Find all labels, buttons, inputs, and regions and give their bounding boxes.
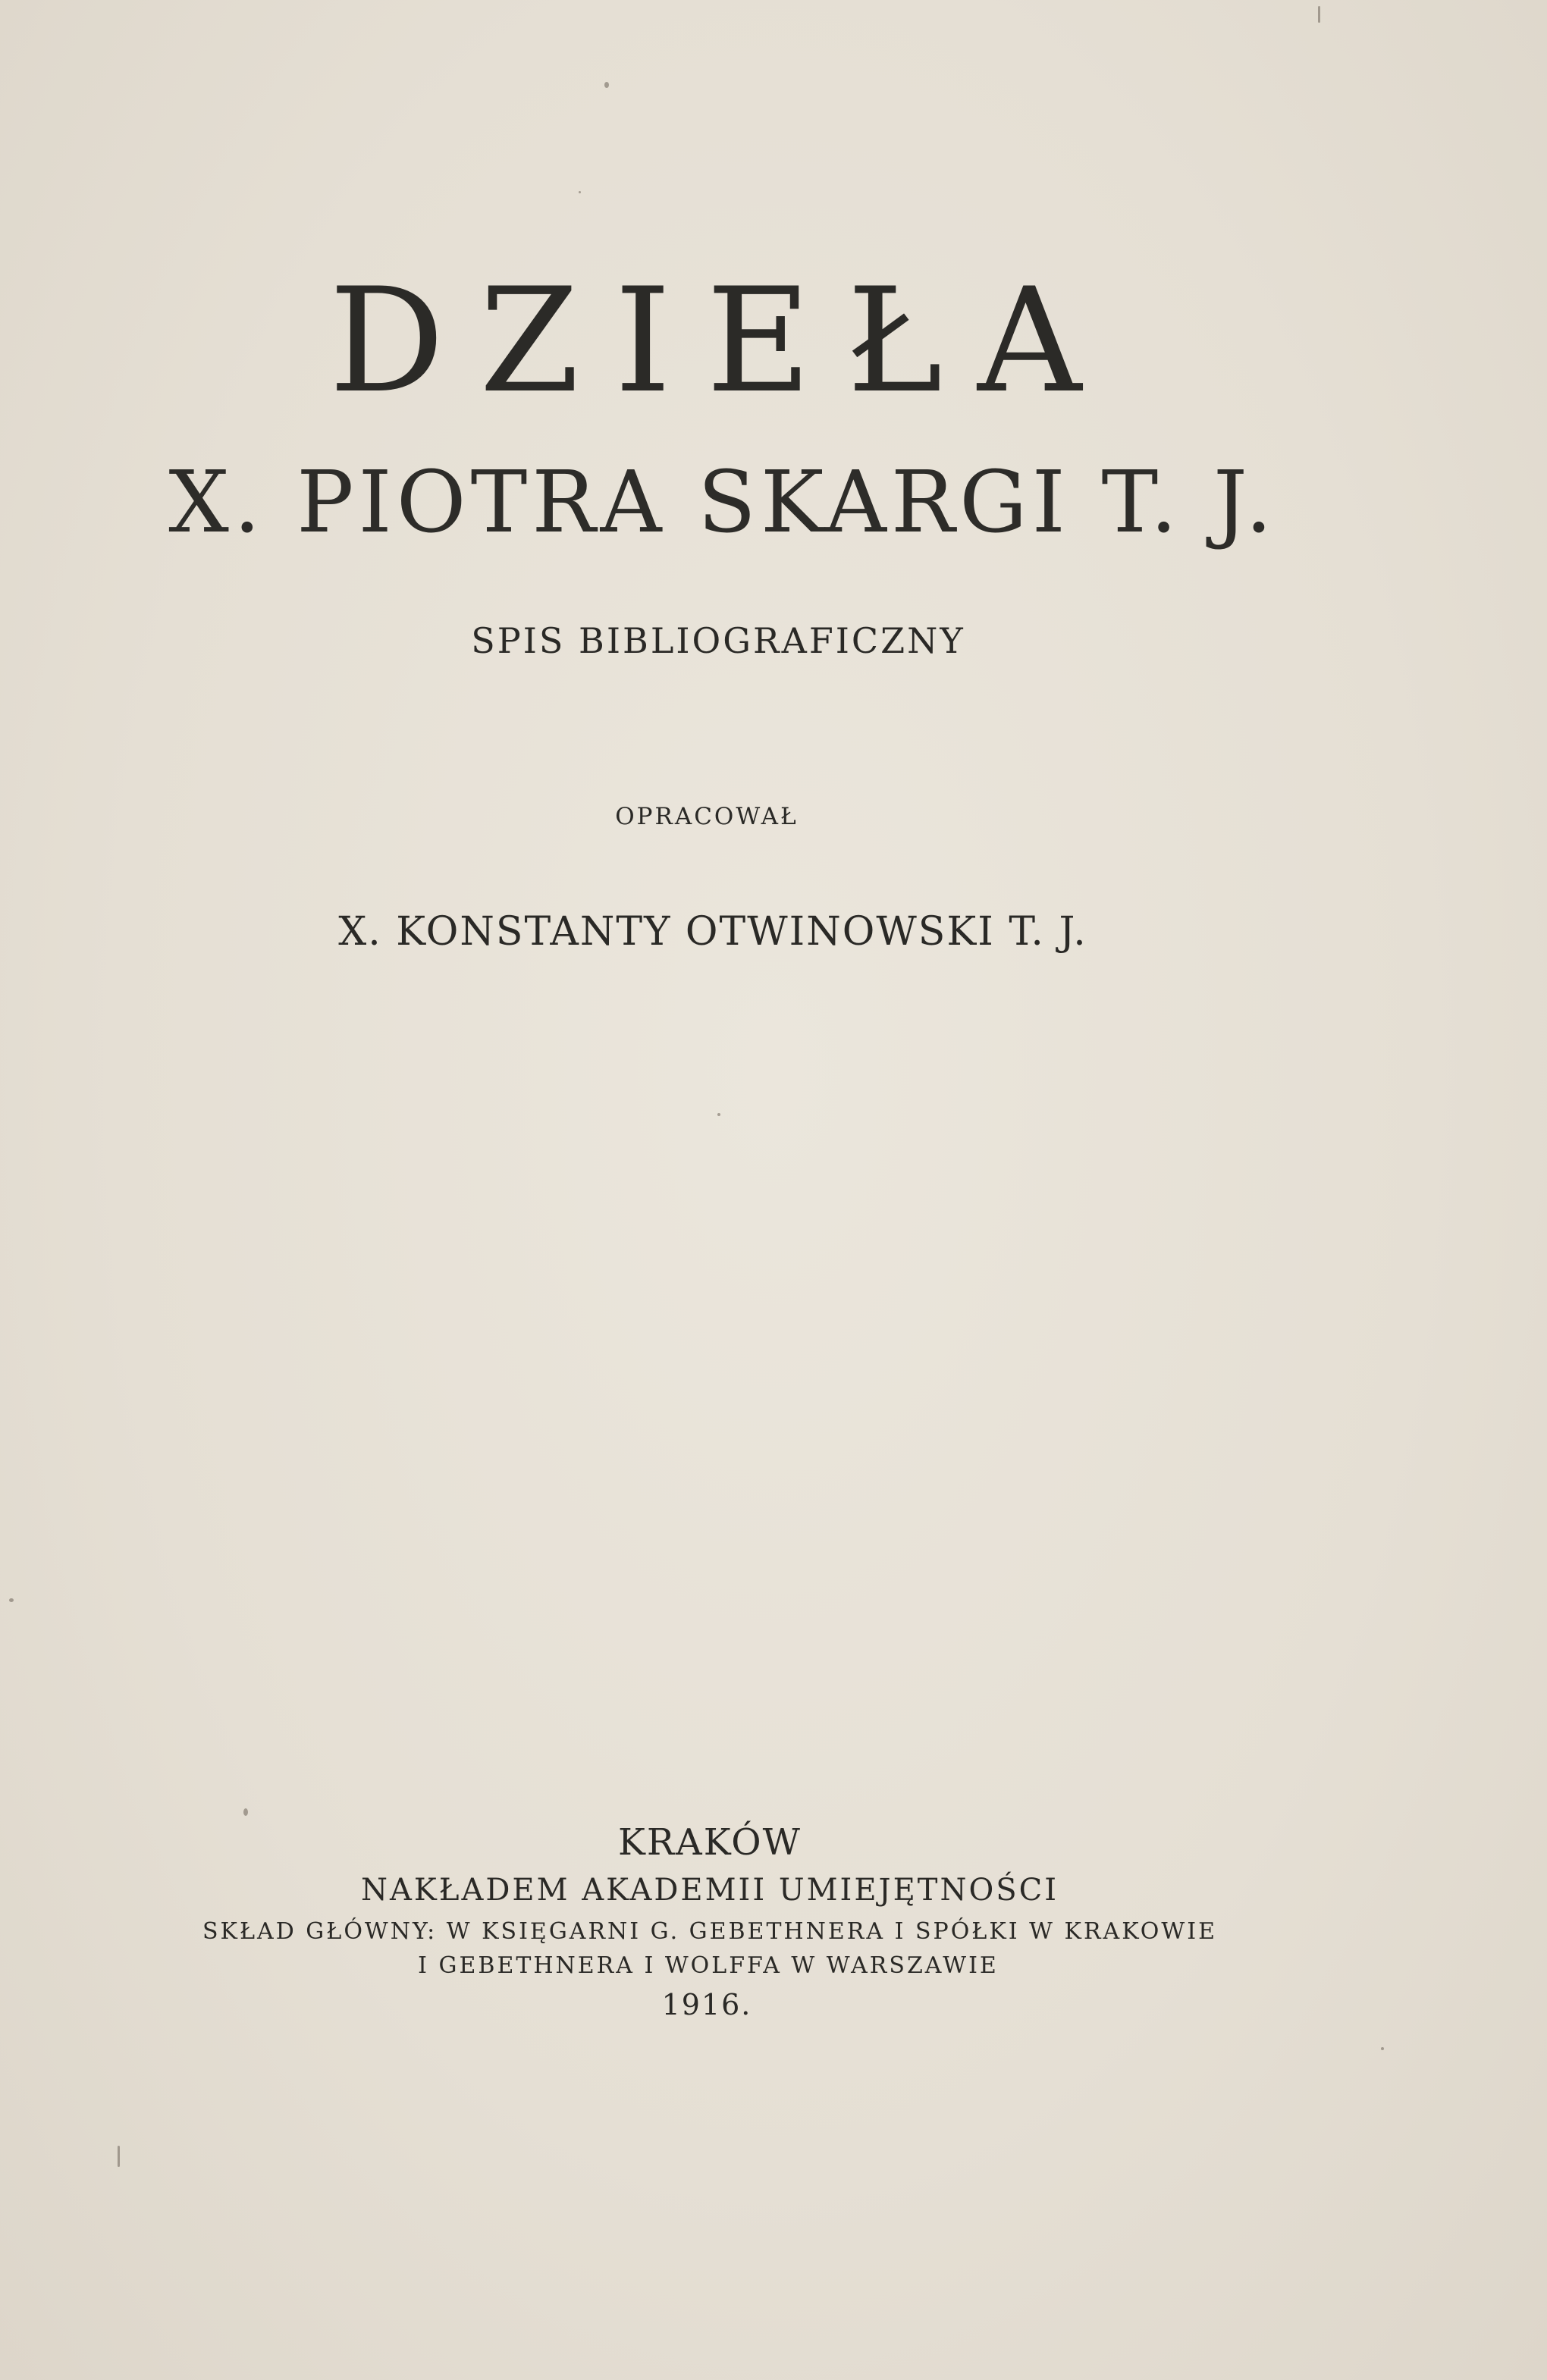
book-description: SPIS BIBLIOGRAFICZNY (471, 620, 965, 661)
paper-speck (1381, 2047, 1384, 2050)
paper-speck (579, 191, 581, 193)
imprint-warehouse-line2: I GEBETHNERA I WOLFFA W WARSZAWIE (418, 1952, 999, 1979)
credit-label: OPRACOWAŁ (615, 803, 799, 830)
book-subtitle: X. PIOTRA SKARGI T. J. (168, 453, 1277, 552)
imprint-publisher: NAKŁADEM AKADEMII UMIEJĘTNOŚCI (360, 1873, 1059, 1908)
paper-speck (604, 82, 609, 88)
imprint-year: 1916. (661, 1988, 752, 2021)
imprint-city: KRAKÓW (618, 1821, 802, 1864)
imprint-warehouse-line1: SKŁAD GŁÓWNY: W KSIĘGARNI G. GEBETHNERA I SPÓŁKI W KRAKOWIE (202, 1918, 1217, 1945)
author-name: X. KONSTANTY OTWINOWSKI T. J. (338, 909, 1087, 955)
paper-speck (118, 2146, 120, 2167)
paper-speck (717, 1113, 720, 1116)
paper-speck (9, 1598, 14, 1602)
paper-speck (1318, 6, 1320, 23)
paper-speck (243, 1808, 248, 1816)
book-title: DZIEŁA (328, 257, 1117, 425)
